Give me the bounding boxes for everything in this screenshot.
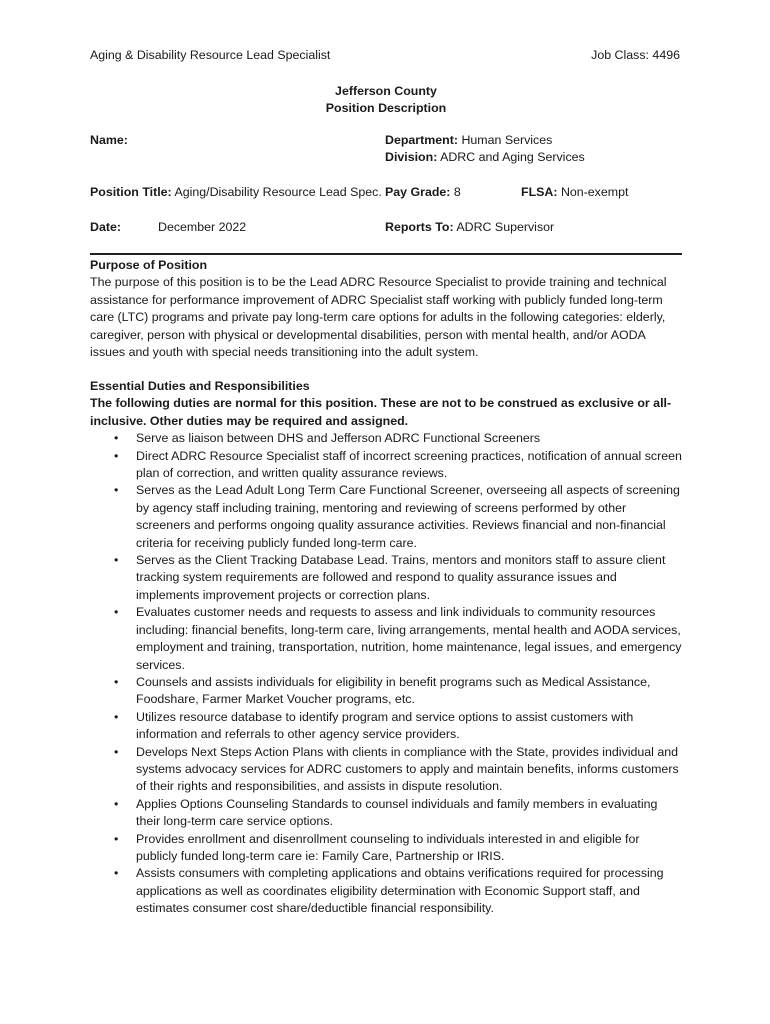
duty-text: Counsels and assists individuals for eligibility in benefit programs such as Medical Assistance, Foodshare, Farmer Market Voucher programs, etc.: [136, 674, 651, 707]
name-label: Name:: [90, 133, 128, 147]
position-title-label: Position Title:: [90, 185, 172, 199]
division-field: [385, 149, 585, 166]
department-field: [385, 132, 552, 149]
position-title-value: Aging/Disability Resource Lead Spec.: [174, 185, 382, 199]
duty-text: Evaluates customer needs and requests to assess and link individuals to community resources including: financial benefits, long-term care, living arrangements, mental health and AODA services, employment and training, transportation, nutrition, home maintenance, legal issues, and emergency services.: [136, 605, 682, 672]
duty-text: Provides enrollment and disenrollment counseling to individuals interested in and eligible for publicly funded long-term care ie: Family Care, Partnership or IRIS.: [136, 831, 640, 863]
duties-list: [90, 430, 682, 917]
flsa-value: Non-exempt: [560, 185, 629, 199]
bullet-icon: •: [114, 866, 119, 881]
position-title-field: [90, 184, 382, 201]
bullet-icon: •: [114, 796, 119, 811]
division-row: [90, 149, 682, 166]
position-title-row: [90, 184, 682, 201]
reports-to-field: [385, 219, 554, 236]
department-value: Human Services: [461, 133, 553, 147]
section-divider: [90, 253, 682, 255]
bullet-icon: •: [114, 553, 119, 568]
duties-intro: The following duties are normal for this position. These are not to be construed as exclusive or all-inclusive. Other duties may be required and assigned.: [90, 396, 672, 428]
bullet-icon: •: [114, 674, 119, 689]
pay-grade-field: [385, 184, 461, 201]
flsa-label: FLSA:: [521, 185, 558, 199]
list-item: [90, 709, 682, 744]
list-item: [90, 430, 682, 447]
duties-section: [90, 378, 682, 918]
reports-to-label: Reports To:: [385, 220, 454, 234]
reports-to-value: ADRC Supervisor: [456, 220, 555, 234]
page-header: [90, 48, 682, 64]
date-label: Date:: [90, 220, 121, 234]
list-item: [90, 744, 682, 796]
pay-grade-value: 8: [453, 185, 461, 199]
list-item: [90, 865, 682, 917]
duty-text: Assists consumers with completing applications and obtains verifications required for processing applications as well as coordinates eligibility determination with Economic Support staff, and estimates consumer cost share/deductible financial responsibility.: [136, 866, 664, 916]
division-value: ADRC and Aging Services: [440, 150, 585, 164]
purpose-heading: Purpose of Position: [90, 258, 208, 272]
bullet-icon: •: [114, 709, 119, 724]
list-item: [90, 552, 682, 604]
document-type: Position Description: [325, 101, 447, 115]
purpose-text: The purpose of this position is to be the Lead ADRC Resource Specialist to provide training and technical assistance for performance improvement of ADRC Specialist staff working with publicly funded long-term care (LTC) programs and private pay long-term care options for adults in the following categories: elderly, caregiver, person with physical or developmental disabilities, person with mental health, and/or AODA issues and youth with special needs transitioning into the adult system.: [90, 275, 667, 360]
list-item: [90, 448, 682, 483]
duty-text: Serves as the Lead Adult Long Term Care Functional Screener, overseeing all aspects of screening by agency staff including training, mentoring and reviewing of screens performed by other screeners and performs ongoing quality assurance activities. Reviews financial and non-financial criteria for receiving publicly funded long-term care.: [136, 483, 680, 550]
bullet-icon: •: [114, 744, 119, 759]
duty-text: Serves as the Client Tracking Database Lead. Trains, mentors and monitors staff to assure client tracking system requirements are followed and respond to quality assurance issues and implements improvement projects or correction plans.: [136, 553, 666, 602]
county-name: Jefferson County: [335, 84, 437, 98]
bullet-icon: •: [114, 831, 119, 846]
header-job-title: Aging & Disability Resource Lead Specialist: [90, 48, 331, 62]
list-item: [90, 831, 682, 866]
list-item: [90, 674, 682, 709]
date-row: [90, 219, 682, 236]
flsa-field: [521, 184, 628, 201]
bullet-icon: •: [114, 605, 119, 620]
bullet-icon: •: [114, 431, 119, 446]
purpose-section: [90, 257, 682, 361]
duties-heading: Essential Duties and Responsibilities: [90, 379, 310, 393]
duty-text: Applies Options Counseling Standards to counsel individuals and family members in evaluating their long-term care service options.: [136, 796, 658, 829]
list-item: [90, 482, 682, 552]
header-job-class: Job Class: 4496: [591, 48, 680, 62]
bullet-icon: •: [114, 483, 119, 498]
date-value: December 2022: [158, 220, 247, 234]
duty-text: Direct ADRC Resource Specialist staff of incorrect screening practices, notification of annual screen plan of correction, and written quality assurance reviews.: [136, 448, 682, 481]
bullet-icon: •: [114, 448, 119, 463]
duty-text: Serve as liaison between DHS and Jefferson ADRC Functional Screeners: [136, 431, 541, 446]
list-item: [90, 796, 682, 831]
document-page: [90, 0, 682, 1024]
name-row: [90, 132, 682, 149]
duty-text: Develops Next Steps Action Plans with clients in compliance with the State, provides individual and systems advocacy services for ADRC customers to apply and maintain benefits, informs customers of their rights and responsibilities, and assists in dispute resolution.: [136, 744, 679, 794]
department-label: Department:: [385, 133, 458, 147]
pay-grade-label: Pay Grade:: [385, 185, 451, 199]
document-title: [90, 83, 682, 117]
list-item: [90, 604, 682, 674]
duty-text: Utilizes resource database to identify program and service options to assist customers with information and referrals to other agency service providers.: [136, 709, 634, 742]
division-label: Division:: [385, 150, 438, 164]
